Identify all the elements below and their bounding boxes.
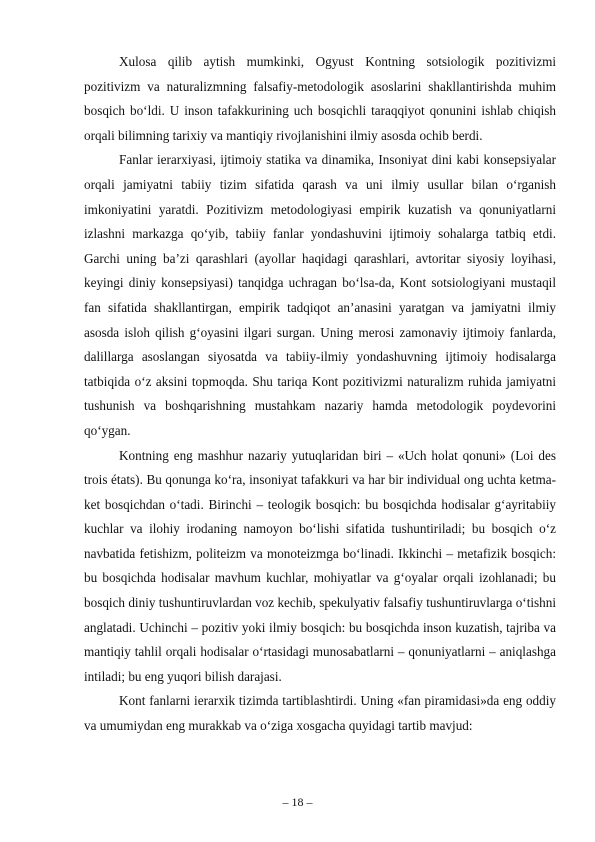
document-page [84,50,556,739]
paragraph-three-states: Kontning eng mashhur nazariy yutuqlaridan biri – «Uch holat qonuni» (Loi des trois états). Bu qonunga ko‘ra, insoniyat tafakkuri va har bir individual ong uchta ketma-ket bosqichdan o‘tadi. Birinchi – teologik bosqich: bu bosqichda hodisalar g‘ayritabiiy kuchlar va ilohiy irodaning namoyon bo‘lishi sifatida tushuntiriladi; bu bosqich o‘z navbatida fetishizm, politeizm va monoteizmga bo‘linadi. Ikkinchi – metafizik bosqich: bu bosqichda hodisalar mavhum kuchlar, mohiyatlar va g‘oyalar orqali izohlanadi; bu bosqich diniy tushuntiruvlardan voz kechib, spekulyativ falsafiy tushuntiruvlarga o‘tishni anglatadi. Uchinchi – pozitiv yoki ilmiy bosqich: bu bosqichda inson kuzatish, tajriba va mantiqiy tahlil orqali hodisalar o‘rtasidagi munosabatlarni – qonuniyatlarni – aniqlashga intiladi; bu eng yuqori bilish darajasi. [84,447,556,684]
page-number: – 18 – [282,795,313,809]
paragraph-hierarchy: Fanlar ierarxiyasi, ijtimoiy statika va dinamika, Insoniyat dini kabi konsepsiyalar orqali jamiyatni tabiiy tizim sifatida qarash va uni ilmiy usullar bilan o‘rganish imkoniyatini yaratdi. Pozitivizm metodologiyasi empirik kuzatish va qonuniyatlarni izlashni markazga qo‘yib, tabiiy fanlar yondashuvini ijtimoiy sohalarga tatbiq etdi. Garchi uning ba’zi qarashlari (ayollar haqidagi qarashlari, avtoritar siyosiy loyihasi, keyingi diniy konsepsiyasi) tanqidga uchragan bo‘lsa-da, Kont sotsiologiyani mustaqil fan sifatida shakllantirgan, empirik tadqiqot an’anasini yaratgan va jamiyatni ilmiy asosda isloh qilish g‘oyasini ilgari surgan. Uning merosi zamonaviy ijtimoiy fanlarda, dalillarga asoslangan siyosatda va tabiiy-ilmiy yondashuvning ijtimoiy hodisalarga tatbiqida o‘z aksini topmoqda. Shu tariqa Kont pozitivizmi naturalizm ruhida jamiyatni tushunish va boshqarishning mustahkam nazariy hamda metodologik poydevorini qo‘ygan. [84,152,556,438]
paragraph-conclusion: Xulosa qilib aytish mumkinki, Ogyust Kontning sotsiologik pozitivizmi pozitivizm va naturalizmning falsafiy-metodologik asoslarini shakllantirishda muhim bosqich bo‘ldi. U inson tafakkurining uch bosqichli taraqqiyot qonunini ishlab chiqish orqali bilimning tarixiy va mantiqiy rivojlanishini ilmiy asosda ochib berdi. [84,54,556,143]
paragraph-science-pyramid: Kont fanlarni ierarxik tizimda tartiblashtirdi. Uning «fan piramidasi»da eng oddiy va umumiydan eng murakkab va o‘ziga xosgacha quyidagi tartib mavjud: [84,693,556,734]
